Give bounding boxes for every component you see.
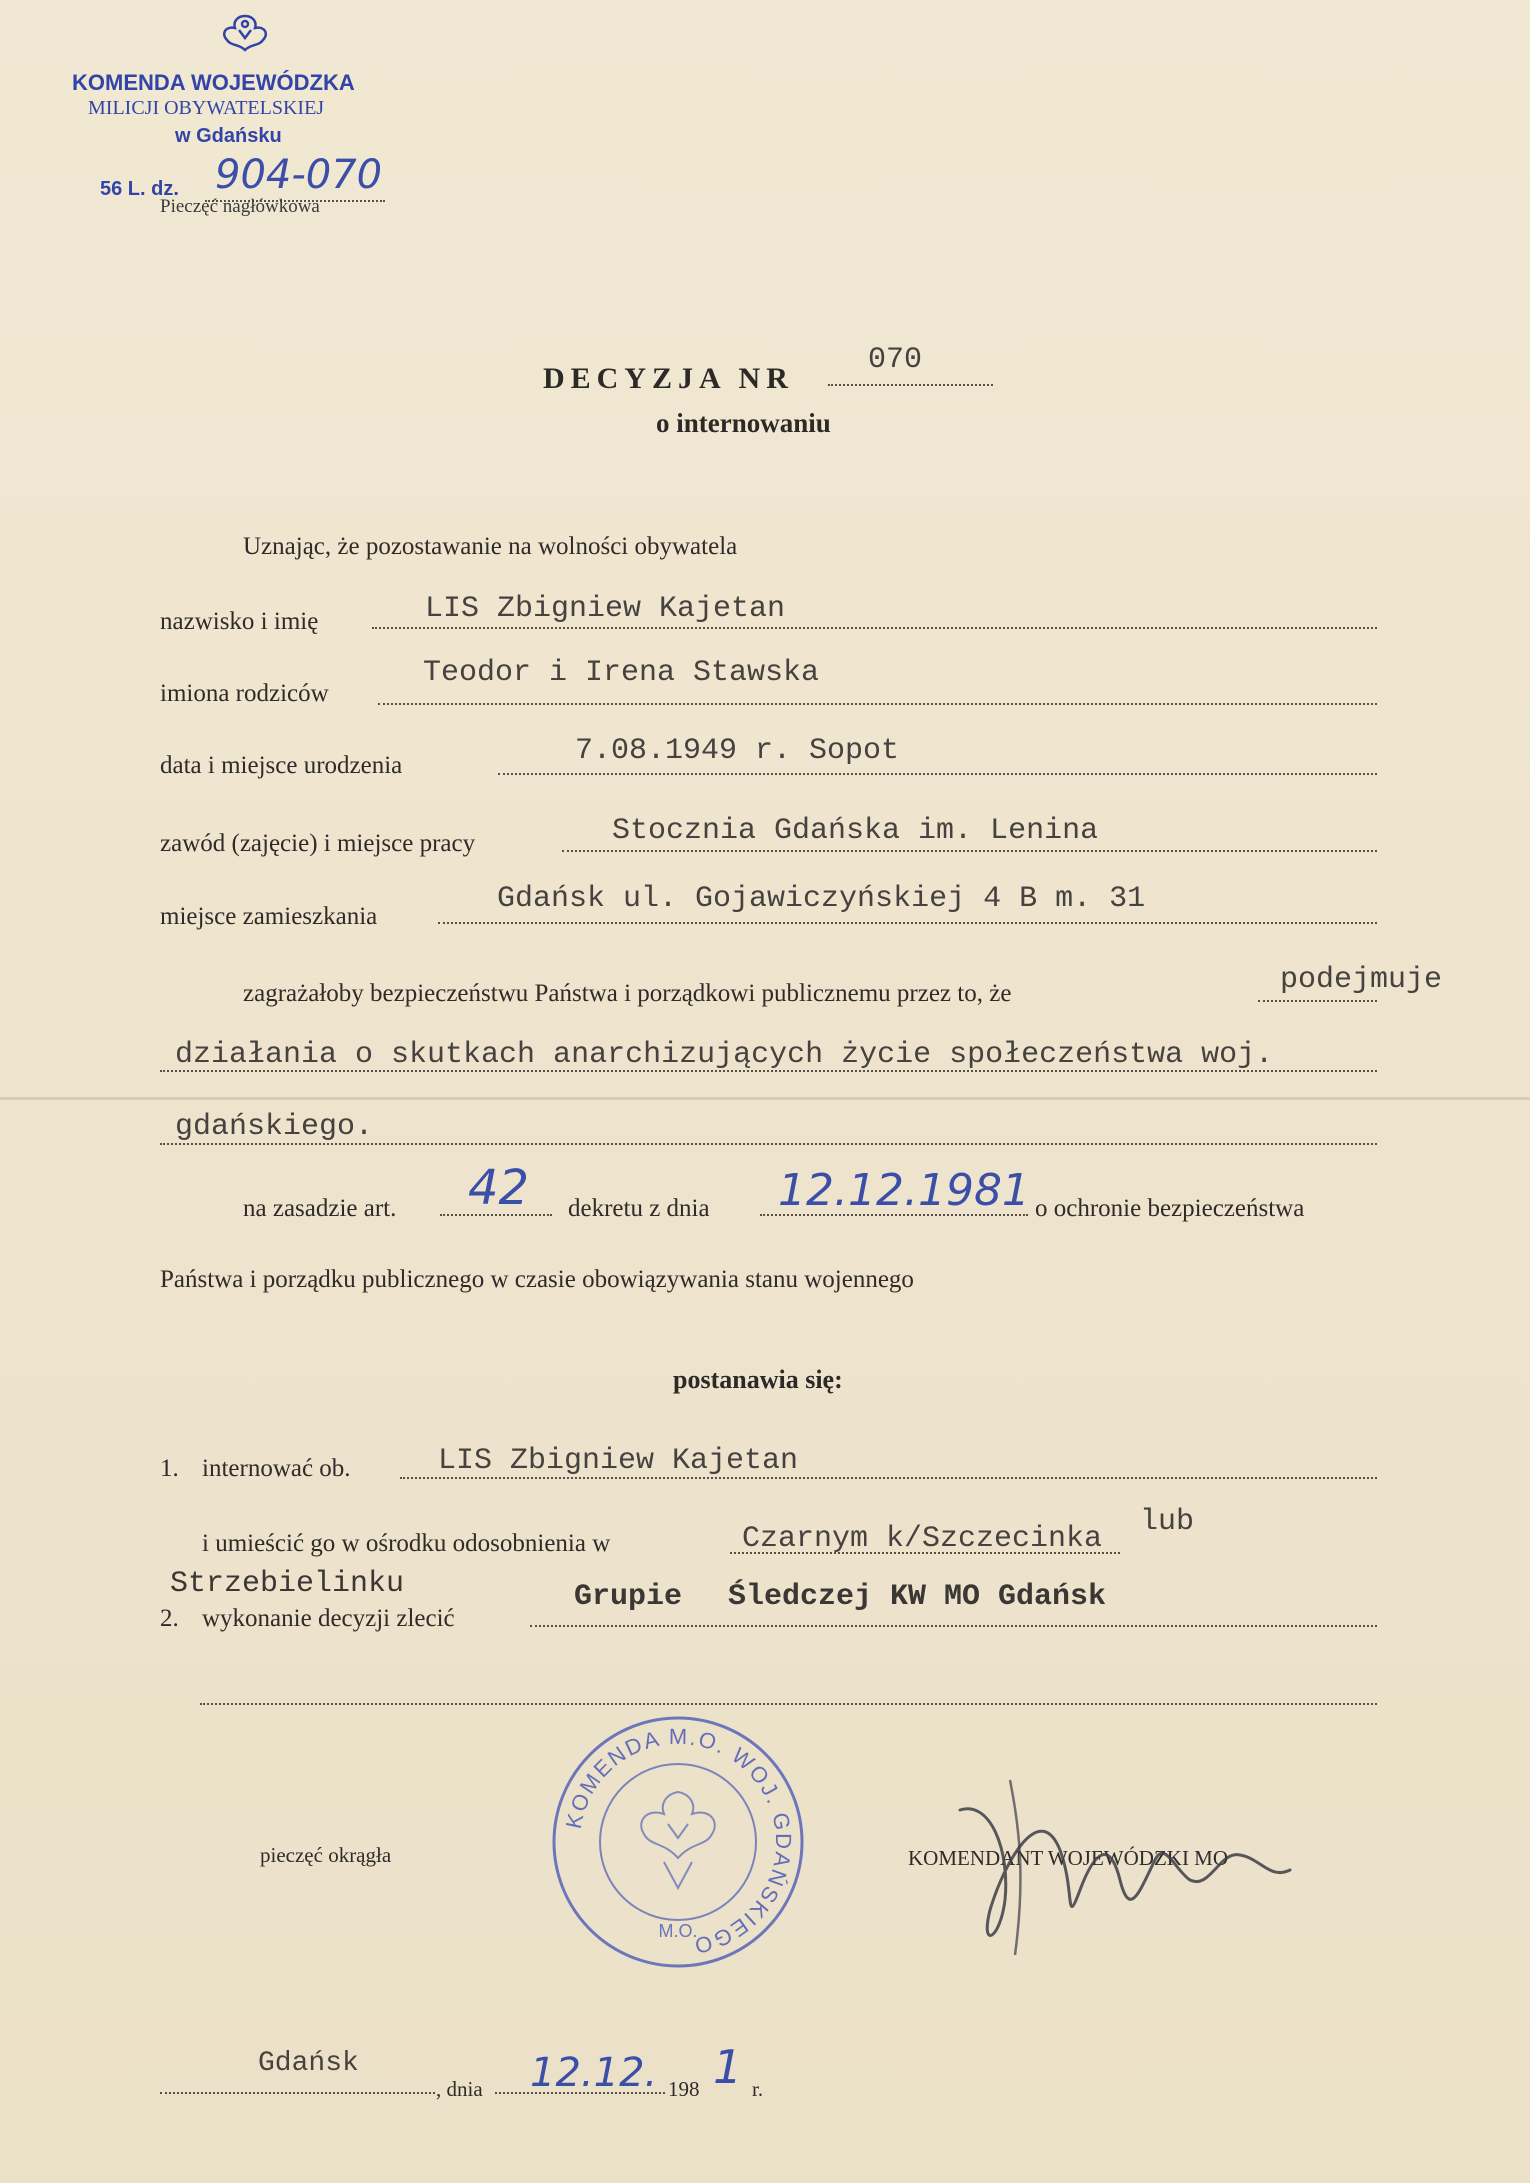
basis-art-line xyxy=(440,1214,552,1216)
title-prefix: DECYZJA NR xyxy=(543,362,794,395)
field-value-address: Gdańsk ul. Gojawiczyńskiej 4 B m. 31 xyxy=(497,882,1146,916)
field-label-address: miejsce zamieszkania xyxy=(160,903,378,930)
header-ref-number: 904-070 xyxy=(215,152,383,198)
paper-fold xyxy=(0,1097,1530,1100)
field-line-name xyxy=(372,627,1377,629)
threat-typed-2: działania o skutkach anarchizujących życie społeczeństwa woj. xyxy=(175,1038,1274,1072)
round-stamp-bottom: M.O. xyxy=(658,1921,698,1941)
field-line-birth xyxy=(498,773,1377,775)
round-stamp-ring-text: KOMENDA M.O. WOJ. GDAŃSKIEGO xyxy=(560,1723,797,1959)
round-stamp-caption: pieczęć okrągła xyxy=(260,1843,392,1867)
field-value-parents: Teodor i Irena Stawska xyxy=(423,656,820,690)
threat-typed-1: podejmuje xyxy=(1280,963,1443,997)
footer-year-prefix: 198 xyxy=(668,2077,700,2101)
item1-value: LIS Zbigniew Kajetan xyxy=(438,1444,799,1478)
footer-date-line xyxy=(495,2092,665,2094)
field-value-name: LIS Zbigniew Kajetan xyxy=(425,592,786,626)
signatory-title: KOMENDANT WOJEWÓDZKI MO xyxy=(908,1846,1229,1870)
item1-place-value: Czarnym k/Szczecinka xyxy=(742,1522,1103,1556)
title-number: 070 xyxy=(868,343,923,377)
signature-scribble xyxy=(950,1740,1310,1970)
threat-line-1 xyxy=(1258,1000,1377,1002)
field-value-birth: 7.08.1949 r. Sopot xyxy=(575,734,900,768)
item1-number: 1. xyxy=(160,1455,179,1482)
item1-line xyxy=(400,1477,1377,1479)
basis-tail: o ochronie bezpieczeństwa xyxy=(1035,1195,1305,1222)
header-caption: Pieczęć nagłówkowa xyxy=(160,196,320,217)
header-stamp-line2: MILICJI OBYWATELSKIEJ xyxy=(88,97,325,119)
item2-line-2 xyxy=(200,1703,1377,1705)
basis-line2: Państwa i porządku publicznego w czasie obowiązywania stanu wojennego xyxy=(160,1266,914,1293)
item2-value-b: Śledczej KW MO Gdańsk xyxy=(728,1580,1107,1614)
field-label-name: nazwisko i imię xyxy=(160,608,319,635)
footer-day-label: , dnia xyxy=(436,2077,483,2101)
item1-place-label: i umieścić go w ośrodku odosobnienia w xyxy=(202,1530,611,1557)
threat-line-3 xyxy=(160,1143,1377,1145)
field-label-parents: imiona rodziców xyxy=(160,680,329,707)
threat-typed-3: gdańskiego. xyxy=(175,1110,374,1144)
basis-art-label: na zasadzie art. xyxy=(243,1195,397,1222)
eagle-emblem-icon xyxy=(215,8,275,58)
item1-label: internować ob. xyxy=(202,1455,351,1482)
basis-decree-label: dekretu z dnia xyxy=(568,1195,710,1222)
item2-label: wykonanie decyzji zlecić xyxy=(202,1605,455,1632)
footer-date: 12.12. xyxy=(530,2050,658,2096)
header-stamp-line3: w Gdańsku xyxy=(175,125,282,147)
header-stamp-line1: KOMENDA WOJEWÓDZKA xyxy=(72,70,355,95)
resolves-heading: postanawia się: xyxy=(673,1365,843,1394)
eagle-icon xyxy=(641,1792,715,1888)
header-ref-prefix: 56 L. dz. xyxy=(100,178,179,200)
item1-place-extra: lub xyxy=(1140,1505,1195,1539)
basis-decree-date: 12.12.1981 xyxy=(778,1165,1030,1216)
item1-place-line xyxy=(730,1552,1120,1554)
footer-year: 1 xyxy=(713,2040,743,2094)
footer-suffix: r. xyxy=(752,2077,764,2101)
item1-place-extra2: Strzebielinku xyxy=(170,1567,405,1601)
item2-line xyxy=(530,1625,1377,1627)
round-stamp xyxy=(548,1712,808,1972)
footer-place-line xyxy=(160,2092,435,2094)
footer-place: Gdańsk xyxy=(258,2048,359,2079)
item2-number: 2. xyxy=(160,1605,179,1632)
title-subtitle: o internowaniu xyxy=(656,408,831,438)
item2-value-a: Grupie xyxy=(574,1580,683,1614)
threat-printed: zagrażałoby bezpieczeństwu Państwa i porządkowi publicznemu przez to, że xyxy=(243,980,1012,1007)
field-line-work xyxy=(562,850,1377,852)
title-number-line xyxy=(828,384,993,386)
field-line-parents xyxy=(378,703,1377,705)
field-line-address xyxy=(438,922,1377,924)
intro-text: Uznając, że pozostawanie na wolności obywatela xyxy=(243,533,738,560)
field-label-work: zawód (zajęcie) i miejsce pracy xyxy=(160,830,476,857)
field-label-birth: data i miejsce urodzenia xyxy=(160,752,403,779)
basis-decree-line xyxy=(760,1214,1028,1216)
basis-art-value: 42 xyxy=(468,1160,530,1216)
threat-line-2 xyxy=(160,1070,1377,1072)
field-value-work: Stocznia Gdańska im. Lenina xyxy=(612,814,1099,848)
